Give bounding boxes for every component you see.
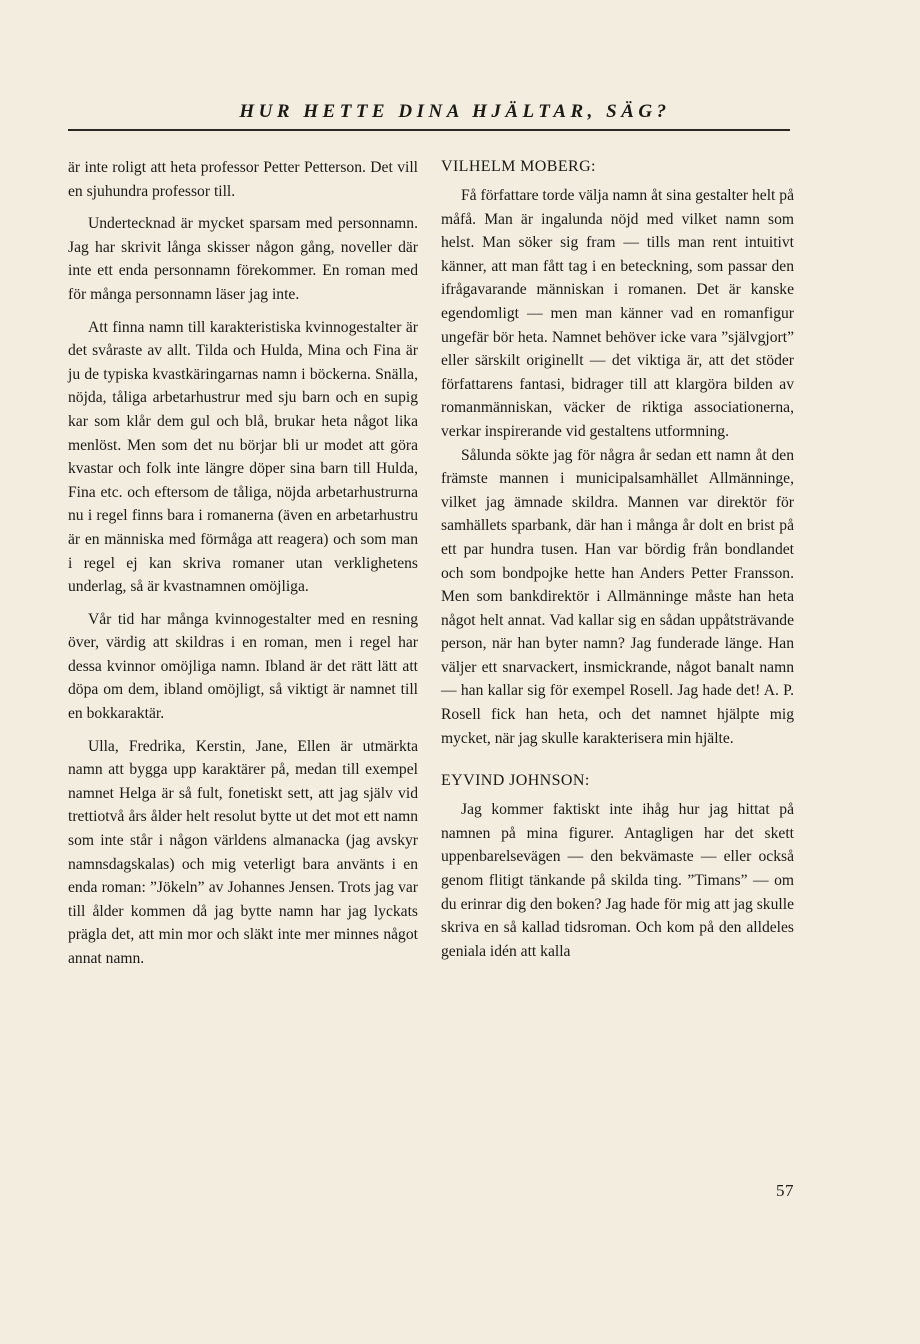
paragraph: Sålunda sökte jag för några år sedan ett namn åt den främste mannen i municipalsamhället Allmänninge, vilket jag ämnade skildra. Mannen var direktör för samhällets sparbank, där han i många år dolt en brist på ett par hundra tusen. Han var bördig från bondlandet och som bondpojke hette han Anders Petter Fransson. Men som bankdirektör i Allmänninge måste han heta något helt annat. Vad kallar sig en sådan uppåtsträvande person, när han byter namn? Jag funderade länge. Han väljer ett snarvackert, insmickrande, något banalt namn — han kallar sig för exempel Rosell. Jag hade det! A. P. Rosell fick han heta, och det namnet hjälpte mig mycket, när jag skulle karakterisera min hjälte. xyxy=(441,446,794,747)
paragraph: Jag kommer faktiskt inte ihåg hur jag hittat på namnen på mina figurer. Antagligen har det skett uppenbarelsevägen — den bekvämaste — eller också genom flitigt tänkande på skilda ting. ”Timans” — om du erinrar dig den boken? Jag hade för mig att jag skulle skriva en så kallad tidsroman. Och kom på den alldeles geniala idén att kalla xyxy=(441,801,794,960)
paragraph: Ulla, Fredrika, Kerstin, Jane, Ellen är utmärkta namn att bygga upp karaktärer på, medan till exempel namnet Helga är så fult, fonetiskt sett, att jag själv vid trettiotvå års ålder helt resolut bytte ut det mot ett namn som inte står i någon världens almanacka (jag avskyr namnsdagskalas) och mig veterligt bara använts i en enda roman: ”Jökeln” av Johannes Jensen. Trots jag var till ålder kommen då jag bytte namn har jag lyckats prägla det, att min mor och släkt inte mer minnes något annat namn. xyxy=(68,737,418,967)
header-rule xyxy=(68,129,790,131)
paragraph: Vår tid har många kvinnogestalter med en resning över, värdig att skildras i en roman, men i regel har dessa kvinnor omöjliga namn. Ibland är det rätt lätt att döpa om dem, ibland omöjligt, så viktigt är namnet till en bokkaraktär. xyxy=(68,610,418,723)
paragraph: Att finna namn till karakteristiska kvinnogestalter är det svåraste av allt. Tilda och Hulda, Mina och Fina är ju de typiska kvastkäringarnas namn i böckerna. Snälla, nöjda, tåliga arbetarhustrur med sju barn och en supig kar som klår dem gul och blå, brukar heta något lika menlöst. Men som det nu börjar bli ur modet att göra kvastar och folk inte längre döper sina barn till Hulda, Fina etc. och eftersom de tåliga, nöjda arbetarhustrurna nu i regel finns bara i romanerna (även en arbetarhustru är en människa med förmåga att reagera) och som man i regel ej kan skriva romaner utan verklighetens underlag, så är kvastnamnen omöjliga. xyxy=(68,318,418,596)
left-column xyxy=(68,156,418,980)
section-heading-moberg: VILHELM MOBERG: xyxy=(441,158,596,175)
running-header: HUR HETTE DINA HJÄLTAR, SÄG? xyxy=(239,101,671,122)
right-column xyxy=(441,156,794,963)
paragraph: är inte roligt att heta professor Petter Petterson. Det vill en sjuhundra professor till. xyxy=(68,159,418,200)
page-number: 57 xyxy=(776,1181,794,1200)
section-heading-johnson: EYVIND JOHNSON: xyxy=(441,772,590,790)
paragraph: Undertecknad är mycket sparsam med personnamn. Jag har skrivit långa skisser någon gång, noveller där inte ett enda personnamn förekommer. En roman med för många personnamn läser jag inte. xyxy=(68,215,418,303)
paragraph: Få författare torde välja namn åt sina gestalter helt på måfå. Man är ingalunda nöjd med vilket namn som helst. Man söker sig fram — tills man rent intuitivt känner, att man fått tag i en beteckning, som passar den ifrågavarande människan i romanen. Det är kanske egendomligt — men man känner vad en romanfigur ungefär bör heta. Namnet behöver icke vara ”självgjort” eller särskilt originellt — det viktiga är, att det stöder författarens fantasi, bidrager till att klargöra bilden av romanmänniskan, väcker de riktiga associationerna, verkar inspirerande vid gestaltens utformning. xyxy=(441,187,794,440)
